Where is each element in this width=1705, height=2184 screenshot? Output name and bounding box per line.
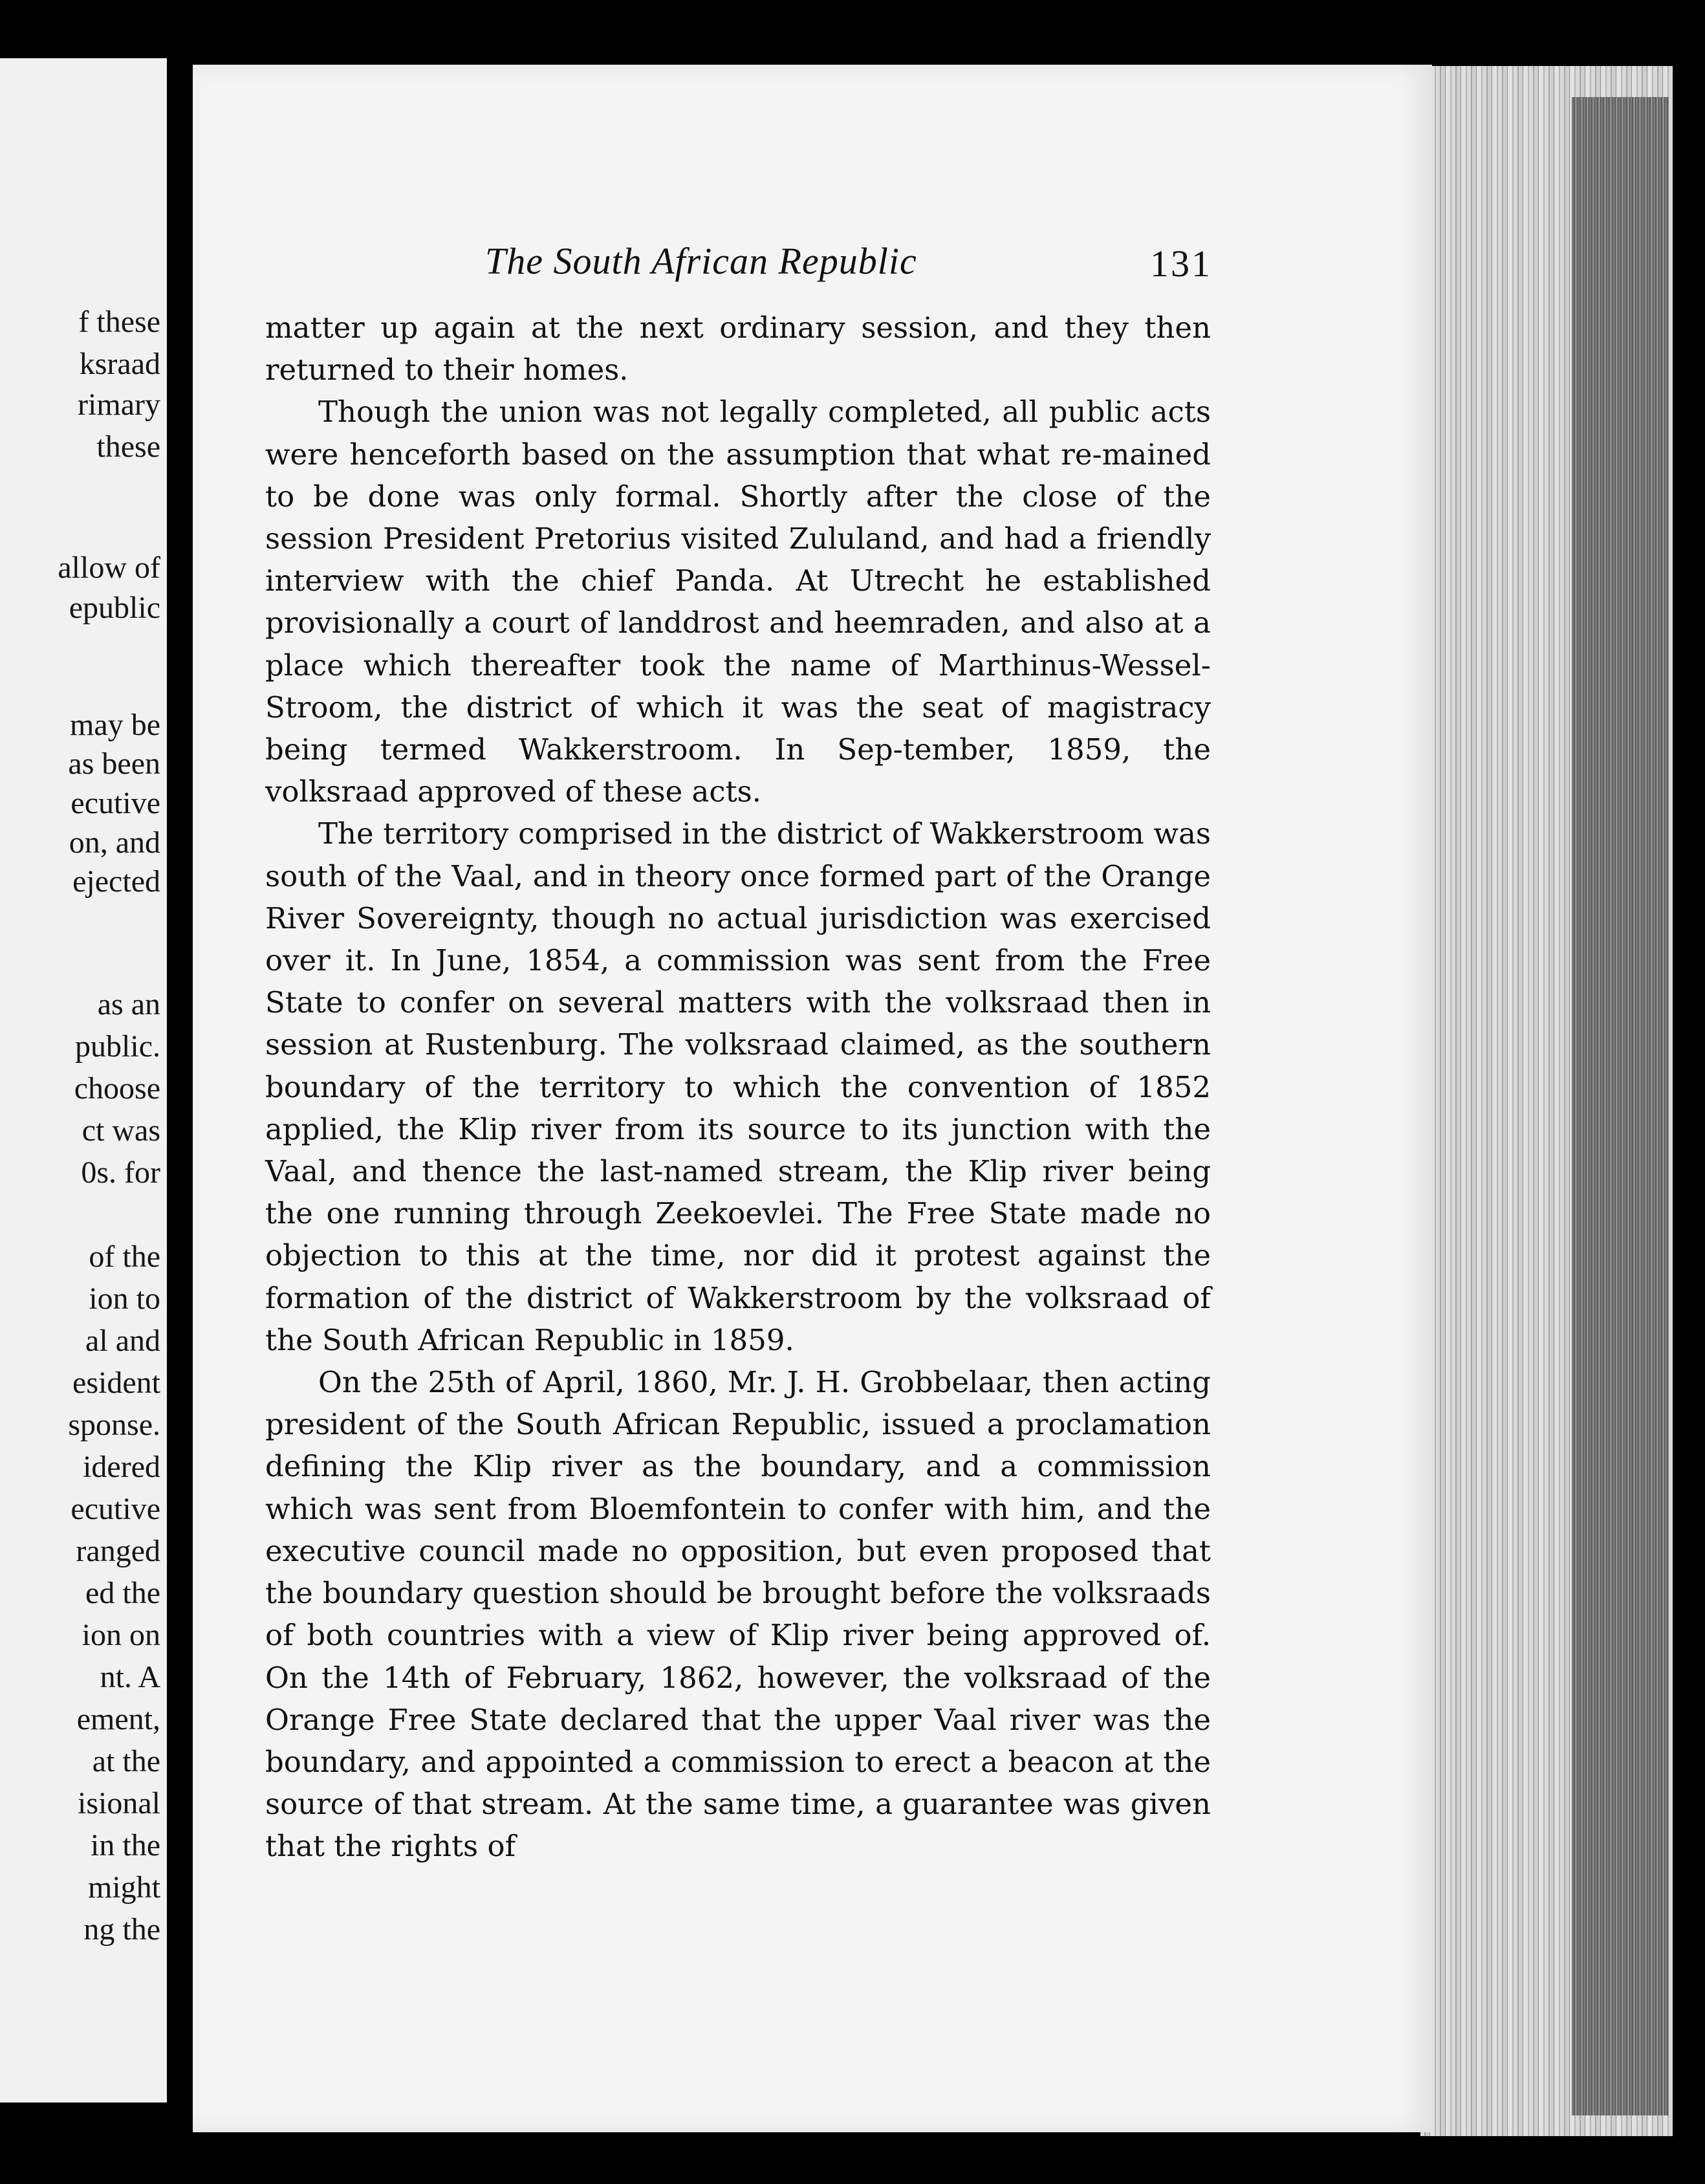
left-page-line: these xyxy=(96,430,160,464)
left-page-line: ecutive xyxy=(71,1492,160,1526)
book-page xyxy=(193,65,1432,2132)
left-page-line: f these xyxy=(78,305,160,339)
left-page-line: ejected xyxy=(72,864,160,899)
left-page-line: at the xyxy=(92,1744,160,1778)
left-page-line: may be xyxy=(70,708,160,742)
left-page-line: 0s. for xyxy=(81,1155,160,1190)
left-page-line: ranged xyxy=(76,1534,160,1568)
body-text xyxy=(265,307,1211,1868)
left-page-line: nt. A xyxy=(100,1660,160,1694)
left-page-line: ksraad xyxy=(79,347,160,381)
left-page-line: public. xyxy=(75,1029,160,1064)
left-page-line: as an xyxy=(97,987,160,1021)
left-page-line: ecutive xyxy=(71,786,160,820)
page-header xyxy=(193,239,1432,291)
left-page-line: ct was xyxy=(81,1113,160,1148)
left-page-line: as been xyxy=(68,747,160,781)
left-page-line: ng the xyxy=(83,1912,160,1947)
previous-page xyxy=(0,58,167,2102)
left-page-line: esident xyxy=(72,1366,160,1400)
paragraph: matter up again at the next ordinary session, and they then returned to their homes. xyxy=(265,311,1211,388)
page-number: 131 xyxy=(1150,243,1212,285)
left-page-line: rimary xyxy=(78,388,160,422)
left-page-line: sponse. xyxy=(68,1408,160,1442)
left-page-line: allow of xyxy=(58,551,160,585)
left-page-line: ion to xyxy=(89,1282,160,1316)
left-page-line: isional xyxy=(78,1786,160,1820)
left-page-line: al and xyxy=(85,1324,160,1358)
left-page-line: epublic xyxy=(69,591,160,625)
page-edges-shadow xyxy=(1572,97,1669,2115)
paragraph: The territory comprised in the district of Wakkerstroom was south of the Vaal, and in theory once formed part of the Orange River Sovereignty, though no actual jurisdiction was exercised over it. In June, 1854, a commission was sent from the Free State to confer on several matters with the volksraad then in session at Rustenburg. The volksraad claimed, as the southern boundary of the territory to which the convention of 1852 applied, the Klip river from its source to its junction with the Vaal, and thence the last-named stream, the Klip river being the one running through Zeekoevlei. The Free State made no objection to this at the time, nor did it protest against the formation of the district of Wakkerstroom by the volksraad of the South African Republic in 1859. xyxy=(265,816,1211,1357)
left-page-line: on, and xyxy=(69,825,160,860)
left-page-line: in the xyxy=(91,1828,160,1862)
paragraph: On the 25th of April, 1860, Mr. J. H. Grobbelaar, then acting president of the South African Republic, issued a proclamation defining the Klip river as the boundary, and a commission which was sent from Bloemfontein to confer with him, and the executive council made no opposition, but even proposed that the boundary question should be brought before the volksraads of both countries with a view of Klip river being approved of. On the 14th of February, 1862, however, the volksraad of the Orange Free State declared that the upper Vaal river was the boundary, and appointed a commission to erect a beacon at the source of that stream. At the same time, a guarantee was given that the rights of xyxy=(265,1365,1211,1864)
left-page-line: idered xyxy=(83,1450,160,1484)
paragraph: Though the union was not legally completed, all public acts were henceforth based on the assumption that what re-mained to be done was only formal. Shortly after the close of the session President Pretorius visited Zululand, and had a friendly interview with the chief Panda. At Utrecht he established provisionally a court of landdrost and heemraden, and also at a place which thereafter took the name of Marthinus-Wessel-Stroom, the district of which it was the seat of magistracy being termed Wakkerstroom. In Sep-tember, 1859, the volksraad approved of these acts. xyxy=(265,395,1211,809)
left-page-line: ion on xyxy=(81,1618,160,1652)
left-page-line: choose xyxy=(74,1071,160,1106)
left-page-line: ement, xyxy=(76,1702,160,1736)
left-page-line: ed the xyxy=(85,1576,160,1610)
left-page-line: of the xyxy=(89,1239,160,1274)
left-page-line: might xyxy=(87,1870,160,1905)
running-title: The South African Republic xyxy=(485,240,917,282)
